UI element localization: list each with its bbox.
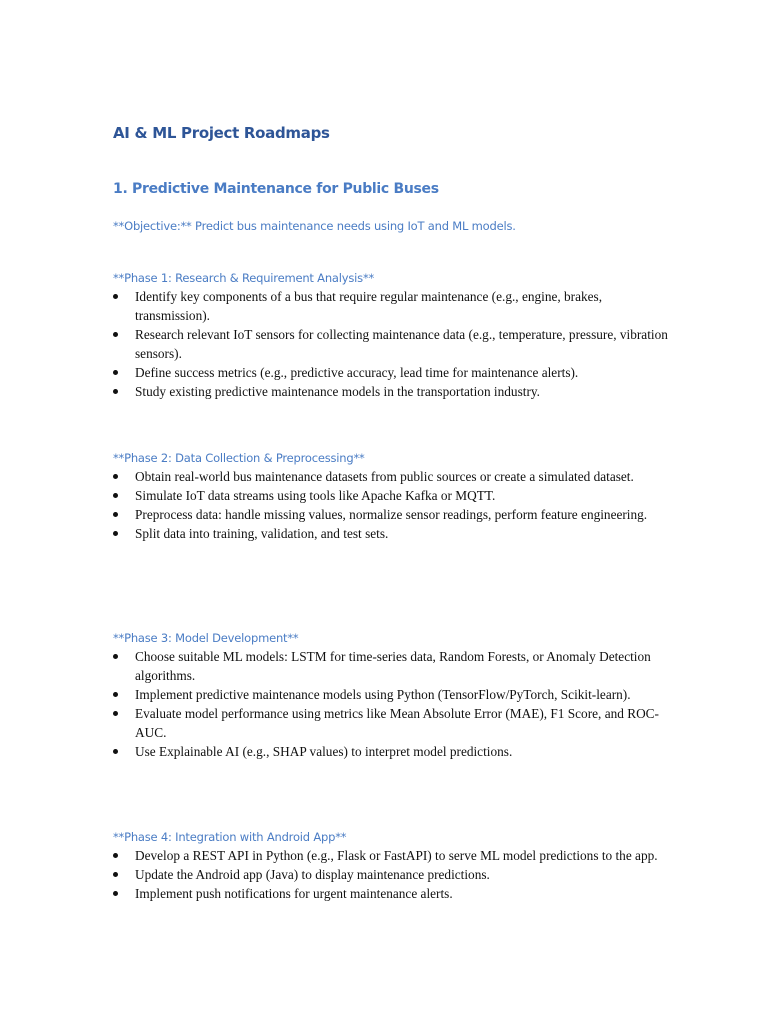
list-item (113, 467, 673, 486)
bullet-icon (113, 711, 118, 716)
bullet-icon (113, 474, 118, 479)
list-item-text: Preprocess data: handle missing values, normalize sensor readings, perform feature engineering. (135, 507, 648, 522)
phase-heading: **Phase 4: Integration with Android App** (113, 830, 347, 844)
bullet-icon (113, 692, 118, 697)
list-item-text: Split data into training, validation, and test sets. (135, 526, 389, 541)
phase-heading: **Phase 3: Model Development** (113, 631, 299, 645)
list-item-text: Choose suitable ML models: LSTM for time-series data, Random Forests, or Anomaly Detection algorithms. (135, 649, 651, 683)
phase-heading: **Phase 1: Research & Requirement Analysis** (113, 271, 375, 285)
list-item (113, 647, 673, 685)
bullet-list (113, 647, 673, 761)
phase-3 (113, 629, 673, 761)
bullet-icon (113, 891, 118, 896)
list-item (113, 524, 673, 543)
phase-2 (113, 449, 673, 543)
section-title: 1. Predictive Maintenance for Public Buses (113, 181, 439, 197)
list-item-text: Obtain real-world bus maintenance datasets from public sources or create a simulated dataset. (135, 469, 634, 484)
bullet-list (113, 287, 673, 401)
bullet-icon (113, 853, 118, 858)
bullet-list (113, 846, 673, 903)
list-item (113, 505, 673, 524)
list-item (113, 884, 673, 903)
bullet-icon (113, 749, 118, 754)
list-item (113, 742, 673, 761)
bullet-list (113, 467, 673, 543)
bullet-icon (113, 493, 118, 498)
list-item-text: Define success metrics (e.g., predictive accuracy, lead time for maintenance alerts). (135, 365, 579, 380)
list-item-text: Implement push notifications for urgent maintenance alerts. (135, 886, 453, 901)
list-item (113, 382, 673, 401)
list-item (113, 325, 673, 363)
list-item-text: Develop a REST API in Python (e.g., Flask or FastAPI) to serve ML model predictions to the app. (135, 848, 658, 863)
list-item (113, 846, 673, 865)
list-item-text: Implement predictive maintenance models using Python (TensorFlow/PyTorch, Scikit-learn). (135, 687, 631, 702)
phase-1 (113, 269, 673, 401)
document-title: AI & ML Project Roadmaps (113, 124, 330, 142)
list-item (113, 486, 673, 505)
bullet-icon (113, 512, 118, 517)
bullet-icon (113, 332, 118, 337)
list-item (113, 363, 673, 382)
list-item-text: Identify key components of a bus that require regular maintenance (e.g., engine, brakes, transmission). (135, 289, 603, 323)
list-item (113, 704, 673, 742)
list-item-text: Use Explainable AI (e.g., SHAP values) to interpret model predictions. (135, 744, 513, 759)
list-item (113, 287, 673, 325)
bullet-icon (113, 872, 118, 877)
objective-text: **Objective:** Predict bus maintenance needs using IoT and ML models. (113, 219, 516, 233)
list-item-text: Research relevant IoT sensors for collecting maintenance data (e.g., temperature, pressure, vibration sensors). (135, 327, 668, 361)
list-item-text: Evaluate model performance using metrics like Mean Absolute Error (MAE), F1 Score, and ROC-AUC. (135, 706, 659, 740)
bullet-icon (113, 531, 118, 536)
bullet-icon (113, 654, 118, 659)
bullet-icon (113, 294, 118, 299)
list-item-text: Simulate IoT data streams using tools like Apache Kafka or MQTT. (135, 488, 496, 503)
phase-4 (113, 828, 673, 903)
list-item-text: Study existing predictive maintenance models in the transportation industry. (135, 384, 540, 399)
bullet-icon (113, 370, 118, 375)
bullet-icon (113, 389, 118, 394)
list-item (113, 865, 673, 884)
phase-heading: **Phase 2: Data Collection & Preprocessing** (113, 451, 365, 465)
list-item-text: Update the Android app (Java) to display maintenance predictions. (135, 867, 490, 882)
list-item (113, 685, 673, 704)
